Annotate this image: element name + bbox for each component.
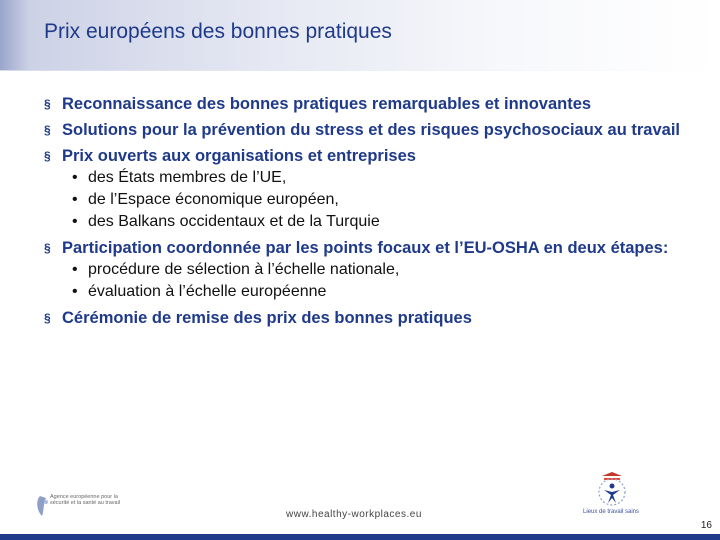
page-number: 16: [700, 520, 712, 531]
square-bullet-icon: §: [44, 123, 51, 137]
title-divider: [0, 70, 720, 71]
sub-bullet-text: procédure de sélection à l’échelle nationale,: [88, 261, 400, 278]
slide-title: Prix européens des bonnes pratiques: [44, 20, 392, 43]
sub-bullet: [72, 167, 684, 189]
title-corner-accent: [0, 0, 28, 70]
bullet-list: [44, 93, 684, 333]
sub-bullet-text: des Balkans occidentaux et de la Turquie: [88, 213, 380, 230]
dot-bullet-icon: •: [72, 169, 78, 186]
square-bullet-icon: §: [44, 311, 51, 325]
sub-bullet: [72, 281, 684, 303]
bullet-text: Reconnaissance des bonnes pratiques remarquables et innovantes: [62, 95, 592, 113]
sub-bullet: [72, 189, 684, 211]
sub-bullet: [72, 259, 684, 281]
campaign-logo-text: Lieux de travail sains: [582, 509, 640, 515]
bullet-item: [44, 93, 684, 115]
dot-bullet-icon: •: [72, 283, 78, 300]
bullet-text: Cérémonie de remise des prix des bonnes pratiques: [62, 309, 472, 327]
bottom-bar: [0, 534, 720, 540]
sub-bullet-text: évaluation à l’échelle européenne: [88, 283, 327, 300]
sub-bullet-text: des États membres de l’UE,: [88, 169, 287, 186]
square-bullet-icon: §: [44, 241, 51, 255]
bullet-item: [44, 119, 684, 141]
dot-bullet-icon: •: [72, 213, 78, 230]
healthy-workplaces-logo: [584, 470, 640, 528]
bullet-item: [44, 237, 684, 303]
website-url: www.healthy-workplaces.eu: [286, 509, 422, 520]
sub-bullet-text: de l’Espace économique européen,: [88, 191, 339, 208]
square-bullet-icon: §: [44, 149, 51, 163]
agency-logo-text: Agence européenne pour la sécurité et la santé au travail: [50, 494, 121, 506]
bullet-text: Solutions pour la prévention du stress et des risques psychosociaux au travail: [62, 121, 681, 139]
dot-bullet-icon: •: [72, 191, 78, 208]
bullet-text: Participation coordonnée par les points focaux et l’EU-OSHA en deux étapes:: [62, 239, 669, 257]
bullet-item: [44, 307, 684, 329]
square-bullet-icon: §: [44, 97, 51, 111]
bullet-item: [44, 145, 684, 233]
bullet-text: Prix ouverts aux organisations et entreprises: [62, 147, 416, 165]
sub-bullet: [72, 211, 684, 233]
dot-bullet-icon: •: [72, 261, 78, 278]
